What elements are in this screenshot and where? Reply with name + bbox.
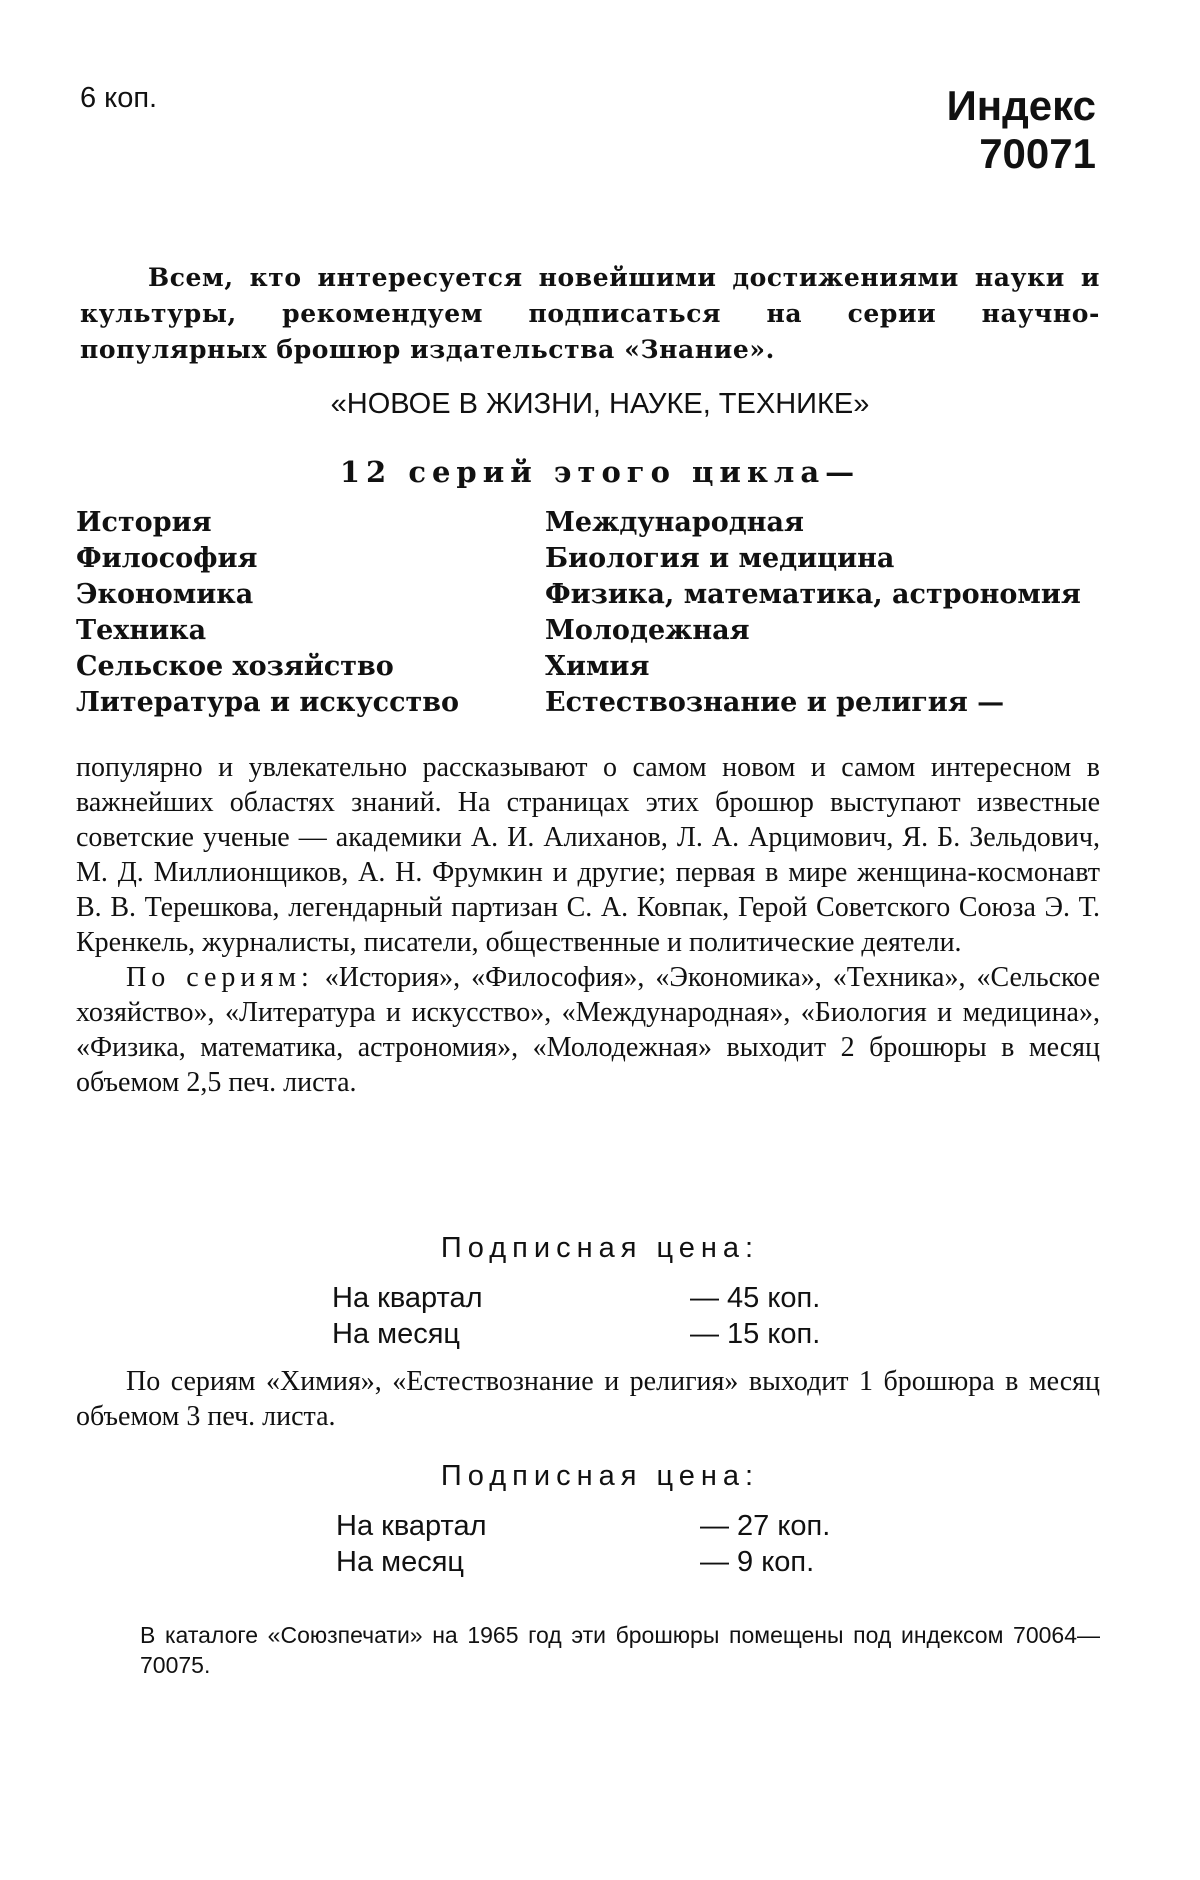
intro-text: Всем, кто интересуется новейшими достижениями науки и культуры, рекомендуем подписаться на серии научно-популярных брошюр издательства «Знание». <box>80 263 1100 364</box>
price-value-quarter-2: — 27 коп. <box>700 1510 831 1542</box>
series-item: Молодежная <box>545 615 750 646</box>
price-value-month-2: — 9 коп. <box>700 1546 815 1578</box>
index-number: 70071 <box>979 130 1096 177</box>
series-item: Литература и искусство <box>76 687 460 718</box>
paragraph-2-rest: «История», «Философия», «Экономика», «Техника», «Сельское хозяйство», «Литература и искусство», «Международная», «Биология и медицина», «Физика, математика, астрономия», «Молодежная» выходит 2 брошюры в месяц объемом 2,5 печ. листа. <box>76 962 1101 1098</box>
catalog-note: В каталоге «Союзпечати» на 1965 год эти брошюры помещены под индексом 70064—70075. <box>140 1622 1100 1678</box>
intro-paragraph <box>80 260 1100 368</box>
paragraph-2-lead: По сериям: <box>126 962 314 993</box>
paragraph-3-block <box>76 1364 1100 1434</box>
subscription-price-heading-2: Подписная цена: <box>440 1460 760 1492</box>
series-item: Экономика <box>76 579 254 610</box>
cover-price: 6 коп. <box>80 82 158 114</box>
series-item: Международная <box>545 507 804 538</box>
paragraph-2 <box>76 960 1100 1100</box>
series-item: Философия <box>76 543 258 574</box>
series-item: Сельское хозяйство <box>76 651 394 682</box>
series-item: Физика, математика, астрономия <box>545 579 1081 610</box>
price-label-quarter-1: На квартал <box>332 1282 483 1314</box>
series-heading: 12 серий этого цикла— <box>339 455 861 489</box>
body-text <box>76 750 1100 1100</box>
series-item: Биология и медицина <box>545 543 895 574</box>
price-label-month-2: На месяц <box>336 1546 465 1578</box>
price-value-month-1: — 15 коп. <box>690 1318 821 1350</box>
series-item: Химия <box>545 651 650 682</box>
series-item: Естествознание и религия — <box>545 687 1005 718</box>
price-label-quarter-2: На квартал <box>336 1510 487 1542</box>
subscription-price-heading-1: Подписная цена: <box>440 1232 760 1264</box>
index-block <box>947 82 1096 178</box>
index-label: Индекс <box>946 82 1096 129</box>
paragraph-1: популярно и увлекательно рассказывают о самом новом и самом интересном в важнейших областях знаний. На страницах этих брошюр выступают известные советские ученые — академики А. И. Алиханов, Л. А. Арцимович, Я. Б. Зельдович, М. Д. Миллионщиков, А. Н. Фрумкин и другие; первая в мире женщина-космонавт В. В. Терешкова, легендарный партизан С. А. Ковпак, Герой Советского Союза Э. Т. Кренкель, журналисты, писатели, общественные и политические деятели. <box>76 752 1100 958</box>
price-value-quarter-1: — 45 коп. <box>690 1282 821 1314</box>
cycle-title: «НОВОЕ В ЖИЗНИ, НАУКЕ, ТЕХНИКЕ» <box>330 388 870 420</box>
paragraph-3-text: По сериям «Химия», «Естествознание и религия» выходит 1 брошюра в месяц объемом 3 печ. листа. <box>76 1366 1100 1432</box>
series-item: Техника <box>76 615 207 646</box>
series-list-left <box>76 505 459 721</box>
series-list-right <box>545 505 1081 721</box>
price-label-month-1: На месяц <box>332 1318 461 1350</box>
series-item: История <box>76 507 212 538</box>
paragraph-3 <box>76 1364 1100 1434</box>
